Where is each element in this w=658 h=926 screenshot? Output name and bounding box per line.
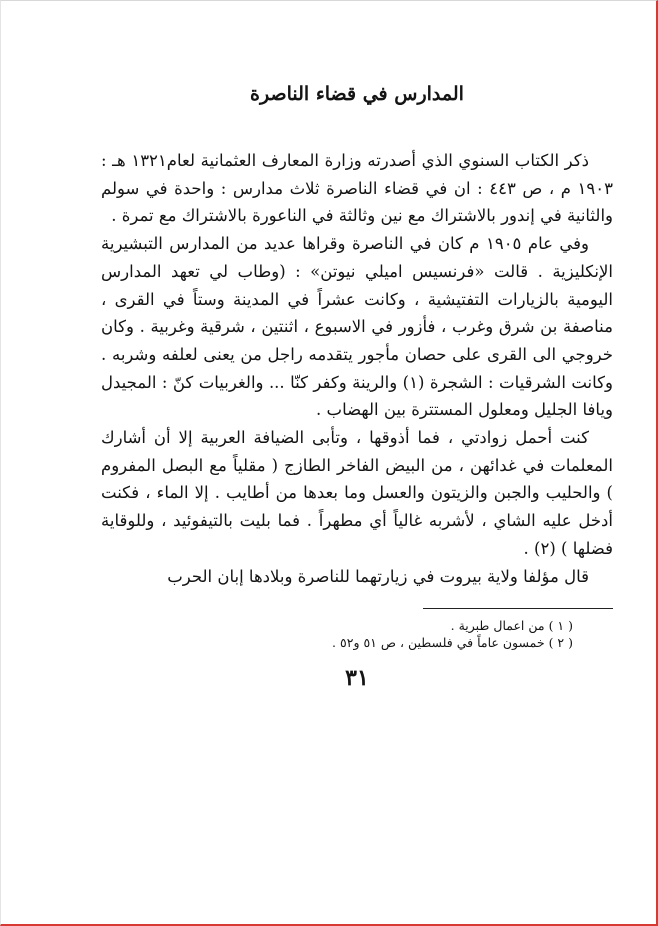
paragraph-4: قال مؤلفا ولاية بيروت في زيارتهما للناصرة وبلادها إبان الحرب (167, 566, 589, 586)
footnotes (101, 617, 613, 651)
footnote-1: ( ١ ) من اعمال طبرية . (450, 618, 573, 634)
paragraph-1: ذكر الكتاب السنوي الذي أصدرته وزارة المعارف العثمانية لعام١٣٢١ هـ : ١٩٠٣ م ، ص ٤٤٣ : ان في قضاء الناصرة ثلاث مدارس : واحدة في سولم والثانية في إندور بالاشتراك مع نين وثالثة في الناعورة بالاشتراك مع تمرة . (101, 151, 613, 226)
footnote-2: ( ٢ ) خمسون عاماً في فلسطين ، ص ٥١ و٥٢ . (332, 635, 573, 651)
document-page (101, 81, 613, 691)
footnote-separator (423, 608, 613, 609)
paragraph-3: كنت أحمل زوادتي ، فما أذوقها ، وتأبى الضيافة العربية إلا أن أشارك المعلمات في غدائهن ، من البيض الفاخر الطازج ( مقلياً مع البصل المفروم ) والحليب والجبن والزيتون والعسل وما بعدها من أطايب . إلا الماء ، فكنت أدخل عليه الشاي ، لأشربه غالياً أي مطهراً . فما بليت بالتيفوئيد ، وللوقاية فضلها ) (٢) . (101, 428, 613, 558)
paragraph-2: وفي عام ١٩٠٥ م كان في الناصرة وقراها عديد من المدارس التبشيرية الإنكليزية . قالت «فرنسيس اميلي نيوتن» : (وطاب لي تعهد المدارس اليومية بالزيارات التفتيشية ، وكانت عشراً في المدينة وستاً في القرى ، مناصفة بن شرق وغرب ، فأزور في الاسبوع ، اثنتين ، شرقية وغربية . وكان خروجي الى القرى على حصان مأجور يتقدمه راجل من يعنى لعلفه وشربه . وكانت الشرقيات : الشجرة (١) والرينة وكفر كنّا ... والغربيات كنّ : المجيدل ويافا الجليل ومعلول المستترة بين الهضاب . (101, 234, 613, 420)
page-number: ٣١ (345, 665, 369, 692)
page-title: المدارس في قضاء الناصرة (250, 83, 464, 105)
